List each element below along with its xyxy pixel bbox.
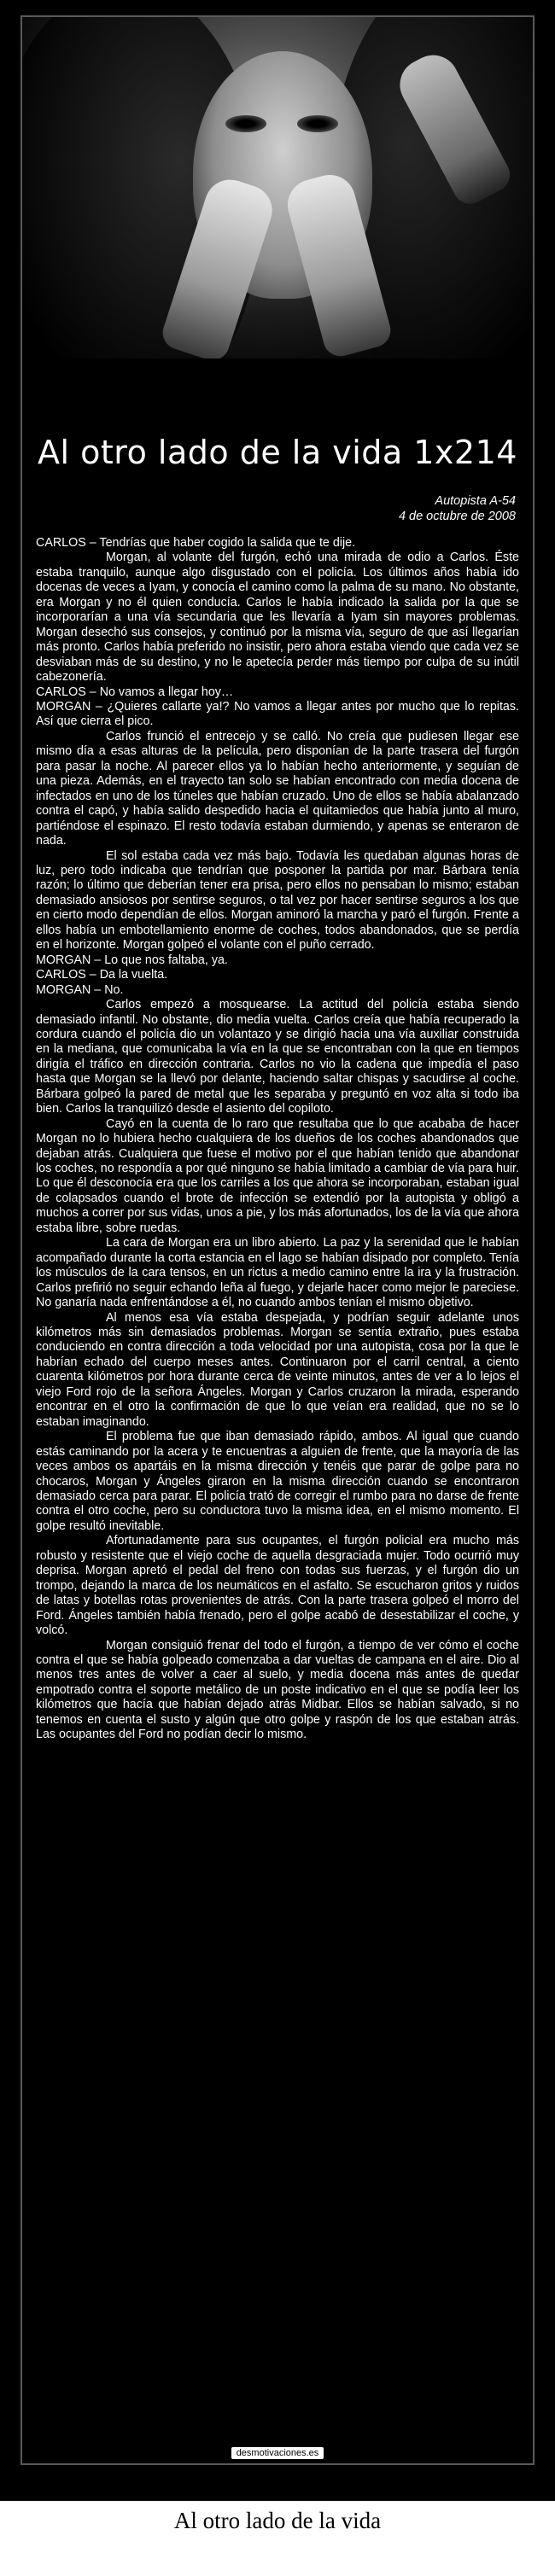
story-paragraph: CARLOS – No vamos a llegar hoy… <box>36 685 234 699</box>
story-paragraph: CARLOS – Tendrías que haber cogido la salida que te dije. <box>36 536 356 550</box>
brand-label[interactable]: desmotivaciones.es <box>231 2447 324 2459</box>
poster-meta <box>399 493 516 524</box>
story-paragraph: CARLOS – Da la vuelta. <box>36 968 168 982</box>
poster-frame <box>20 15 535 2465</box>
story-paragraph: El problema fue que iban demasiado rápido, ambos. Al igual que cuando estás caminando por la acera y te encuentras a alguien de frente, que la mayoría de las veces ambos os apartáis en la misma dirección y tenéis que parar de golpe para no chocaros, Morgan y Ángeles giraron en la misma dirección cuando se encontraron demasiado cerca para parar. El policía trató de corregir el rumbo para no darse de frente contra el otro coche, pero su conductora tuvo la misma idea, en el mismo momento. El golpe resultó inevitable. <box>36 1430 519 1533</box>
photo-eye-left <box>225 115 266 132</box>
story-paragraph: El sol estaba cada vez más bajo. Todavía les quedaban algunas horas de luz, pero todo indicaba que tendrían que posponer la partida por mar. Bárbara tenía razón; lo último que deberían tener era prisa, pero ellos no pensaban lo mismo; estaban demasiado ansiosos por sentirse seguros, o tal vez por hacer sentirse seguros a los que en cierto modo dependían de ellos. Morgan aminoró la marcha y paró el furgón. Frente a ellos había un embotellamiento enorme de coches, todos abandonados, que se perdía en el horizonte. Morgan golpeó el volante con el puño cerrado. <box>36 848 519 953</box>
page-caption: Al otro lado de la vida <box>173 2508 382 2533</box>
story-paragraph: Al menos esa vía estaba despejada, y podrían seguir adelante unos kilómetros más sin demasiados problemas. Morgan se sentía extraño, pues estaba conduciendo en contra dirección a toda velocidad por una autopista, cosa por la que le habrían echado del cuerpo meses antes. Continuaron por el carril central, a ciento cuarenta kilómetros por hora durante cerca de veinte minutos, antes de ver a lo lejos el viejo Ford rojo de la señora Ángeles. Morgan y Carlos cruzaron la mirada, esperando encontrar en el otro la confirmación de que lo que veían era realidad, que no se lo estaban imaginando. <box>36 1310 519 1429</box>
story-text <box>36 536 519 1743</box>
story-paragraph: Morgan, al volante del furgón, echó una mirada de odio a Carlos. Éste estaba tranquilo, aunque algo disgustado con el policía. Los últimos años había ido docenas de veces a Iyam, y conocía el camino como la palma de su mano. No obstante, era Morgan y no él quien conducía. Carlos le había indicado la salida por la que se incorporarían a una vía secundaria que les llevaría a Iyam sin mayores problemas. Morgan desechó sus consejos, y continuó por la misma vía, seguro de que así llegarían más pronto. Carlos había preferido no insistir, pero ahora estaba viendo que cada vez se desviaban más de su destino, y no le apetecía perder más tiempo por culpa de su inútil cabezonería. <box>36 551 519 685</box>
story-paragraph: MORGAN – ¿Quieres callarte ya!? No vamos a llegar antes por mucho que lo repitas. Así que cierra el pico. <box>36 699 519 729</box>
photo-eye-right <box>297 115 338 132</box>
story-paragraph: Carlos empezó a mosquearse. La actitud del policía estaba siendo demasiado infantil. No obstante, dio media vuelta. Carlos creía que había recuperado la cordura cuando el policía dio un volantazo y se dirigió hacia una vía auxiliar construida en la mediana, que comunicaba la vía en la que se encontraban con la que en tiempos dirigía el tráfico en dirección contraria. Carlos no vio la cadena que impedía el paso hasta que Morgan se la llevó por delante, haciendo saltar chispas y sacudirse al coche. Bárbara golpeó la pared de metal que les separaba y preguntó en voz alta si todo iba bien. Carlos la tranquilizó desde el asiento del copiloto. <box>36 998 519 1116</box>
poster-photo <box>22 17 533 358</box>
story-paragraph: MORGAN – No. <box>36 982 124 997</box>
poster-title: Al otro lado de la vida 1x214 <box>38 434 517 471</box>
story-paragraph: Cayó en la cuenta de lo raro que resultaba que lo que acababa de hacer Morgan no lo hubiera hecho cualquiera de los dueños de los coches abandonados que dejaban atrás. Cualquiera que fuese el motivo por el que habían tenido que abandonar los coches, no respondía a por qué ninguno se había limitado a cambiar de vía para huir. Lo que él desconocía era que los carriles a los que ahora se incorporaban, estaban igual de colapsados cuando el brote de infección se extendió por la autopista y obligó a muchos a correr por sus vidas, unos a pie, y los más afortunados, los de la vía que ahora estaba libre, sobre ruedas. <box>36 1116 519 1235</box>
story-paragraph: Morgan consiguió frenar del todo el furgón, a tiempo de ver cómo el coche contra el que se había golpeado comenzaba a dar vueltas de campana en el aire. Dio al menos tres antes de volver a caer al suelo, y media docena más antes de quedar empotrado contra el soporte metálico de un poste indicativo en el que se podía leer los kilómetros que hacía que habían dejado atrás Midbar. Ellos se habían salvado, si no tenemos en cuenta el susto y algún que otro golpe y raspón de los que estaban atrás. Las ocupantes del Ford no podían decir lo mismo. <box>36 1638 519 1742</box>
meta-location: Autopista A-54 <box>435 494 516 508</box>
story-paragraph: Afortunadamente para sus ocupantes, el furgón policial era mucho más robusto y resistente que el viejo coche de aquella desgraciada mujer. Todo ocurrió muy deprisa. Morgan apretó el pedal del freno con todas sus fuerzas, y el furgón dio un trompo, dejando la marca de los neumáticos en el asfalto. Se escucharon gritos y ruidos de latas y botellas rotas provenientes de atrás. Con la parte trasera golpeó el morro del Ford. Ángeles también había frenado, pero el golpe acabó de desestabilizar el coche, y volcó. <box>36 1534 519 1638</box>
story-paragraph: La cara de Morgan era un libro abierto. La paz y la serenidad que le habían acompañado durante la corta estancia en el lago se habían disipado por completo. Tenía los músculos de la cara tensos, en un rictus a medio camino entre la ira y la frustración. Carlos prefirió no seguir echando leña al fuego, y dejarle hacer como mejor le pareciese. No ganaría nada enfrentándose a él, no cuando ambos tenían el mismo objetivo. <box>36 1236 519 1310</box>
meta-date: 4 de octubre de 2008 <box>398 510 516 523</box>
brand-watermark[interactable] <box>22 2445 533 2460</box>
story-paragraph: MORGAN – Lo que nos faltaba, ya. <box>36 953 228 967</box>
story-paragraph: Carlos frunció el entrecejo y se calló. No creía que pudiesen llegar ese mismo día a esas alturas de la película, pero disponían de la parte trasera del furgón para pasar la noche. Al parecer ellos ya lo habían hecho anteriormente, y seguían de una pieza. Además, en el trayecto tan solo se habían encontrado con media docena de infectados en uno de los túneles que habían cruzado. Uno de ellos se había abalanzado contra el capó, y había salido despedido hacia el quitamiedos que había junto al muro, partiéndose el espinazo. El resto todavía estaban durmiendo, y apenas se enteraron de nada. <box>36 729 519 848</box>
